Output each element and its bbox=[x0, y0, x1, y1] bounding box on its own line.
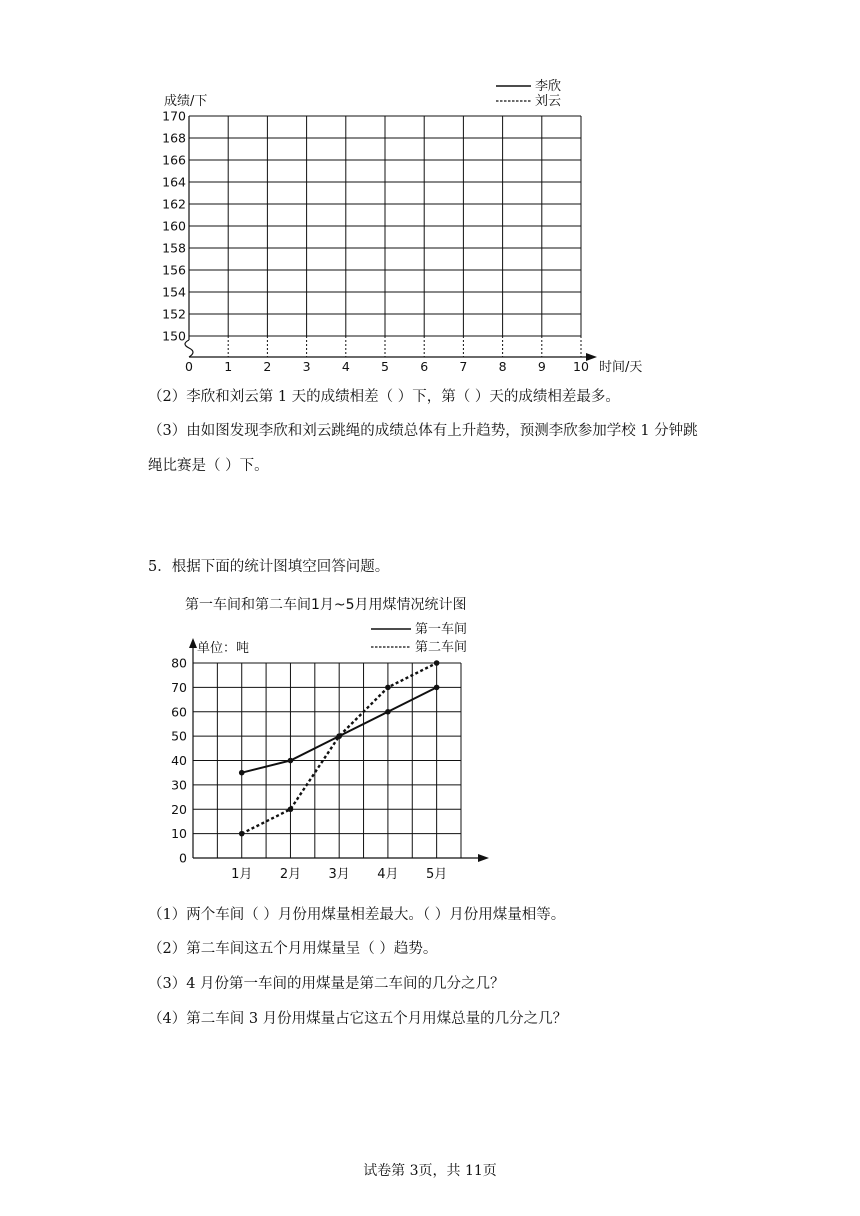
x-tick-label: 2 bbox=[263, 359, 272, 374]
question-5-3: （3）4 月份第一车间的用煤量是第二车间的几分之几？ bbox=[148, 976, 505, 992]
y-tick-label: 40 bbox=[171, 753, 187, 768]
data-point-series-1 bbox=[288, 758, 294, 764]
legend-label-2: 刘云 bbox=[535, 94, 562, 109]
axis-break-mark bbox=[185, 340, 193, 357]
y-tick-label: 60 bbox=[171, 704, 187, 720]
data-point-series-1 bbox=[434, 685, 440, 691]
x-tick-label: 3 bbox=[302, 359, 311, 374]
chart1-grid bbox=[0, 0, 860, 390]
x-tick-label: 7 bbox=[459, 359, 468, 374]
data-point-series-2 bbox=[239, 831, 245, 837]
page-footer: 试卷第 3页，共 11页 bbox=[363, 1163, 497, 1179]
question-4-3-line2: 绳比赛是（ ）下。 bbox=[148, 458, 269, 474]
chart1-legend bbox=[496, 78, 561, 109]
x-tick-label: 1月 bbox=[231, 867, 253, 882]
legend-label-1: 李欣 bbox=[535, 79, 562, 94]
y-tick-label: 158 bbox=[162, 240, 186, 256]
y-tick-label: 170 bbox=[162, 108, 186, 124]
data-point-series-2 bbox=[336, 733, 342, 739]
chart2-legend bbox=[371, 621, 467, 655]
x-axis-arrow bbox=[478, 854, 489, 862]
y-tick-label: 164 bbox=[162, 174, 186, 190]
chart2-ylabel: 单位：吨 bbox=[197, 641, 250, 656]
data-point-series-1 bbox=[239, 770, 245, 776]
y-tick-label: 162 bbox=[162, 196, 186, 212]
chart2 bbox=[0, 590, 860, 890]
chart1-xlabel: 时间/天 bbox=[599, 360, 643, 375]
x-tick-label: 9 bbox=[537, 359, 546, 374]
chart1-ylabel: 成绩/下 bbox=[164, 94, 208, 109]
data-point-series-1 bbox=[385, 709, 391, 715]
data-point-series-2 bbox=[434, 660, 440, 666]
x-tick-label: 1 bbox=[224, 359, 233, 374]
question-5-4: （4）第二车间 3 月份用煤量占它这五个月用煤总量的几分之几？ bbox=[148, 1011, 568, 1027]
y-tick-label: 30 bbox=[171, 777, 187, 793]
y-tick-label: 20 bbox=[171, 801, 187, 817]
y-tick-label: 156 bbox=[162, 262, 186, 278]
y-tick-label: 50 bbox=[171, 728, 187, 744]
legend-series-1: 第一车间 bbox=[415, 622, 468, 637]
question-5-1: （1）两个车间（ ）月份用煤量相差最大。（ ）月份用煤量相等。 bbox=[148, 907, 566, 923]
y-tick-label: 154 bbox=[162, 284, 186, 300]
data-point-series-2 bbox=[385, 685, 391, 691]
y-tick-label: 0 bbox=[179, 850, 187, 866]
x-tick-label: 8 bbox=[498, 359, 507, 374]
y-axis-arrow bbox=[189, 638, 197, 648]
question-4-2: （2）李欣和刘云第 1 天的成绩相差（ ）下，第（ ）天的成绩相差最多。 bbox=[148, 389, 620, 405]
y-tick-label: 70 bbox=[171, 679, 187, 695]
question-5-title: 5．根据下面的统计图填空回答问题。 bbox=[148, 559, 390, 575]
data-point-series-2 bbox=[288, 806, 294, 812]
x-tick-label: 6 bbox=[420, 359, 429, 374]
x-tick-label: 3月 bbox=[328, 867, 350, 882]
chart2-title: 第一车间和第二车间1月~5月用煤情况统计图 bbox=[185, 597, 467, 613]
question-4-3-line1: （3）由如图发现李欣和刘云跳绳的成绩总体有上升趋势，预测李欣参加学校 1 分钟跳 bbox=[148, 423, 698, 439]
x-tick-label: 5月 bbox=[425, 867, 448, 882]
y-tick-label: 150 bbox=[162, 328, 186, 344]
y-tick-label: 10 bbox=[171, 826, 187, 842]
y-tick-label: 168 bbox=[162, 130, 186, 146]
y-tick-label: 152 bbox=[162, 306, 186, 322]
x-tick-label: 2月 bbox=[279, 867, 302, 882]
x-tick-label: 10 bbox=[573, 359, 589, 374]
x-tick-label: 4月 bbox=[377, 867, 399, 882]
y-tick-label: 160 bbox=[162, 218, 186, 234]
x-tick-label: 4 bbox=[341, 359, 350, 374]
legend-series-2: 第二车间 bbox=[415, 640, 468, 655]
y-tick-label: 166 bbox=[162, 152, 186, 168]
x-tick-label: 0 bbox=[185, 359, 193, 374]
x-tick-label: 5 bbox=[381, 359, 389, 374]
y-tick-label: 80 bbox=[171, 655, 187, 671]
question-5-2: （2）第二车间这五个月用煤量呈（ ）趋势。 bbox=[148, 941, 438, 957]
